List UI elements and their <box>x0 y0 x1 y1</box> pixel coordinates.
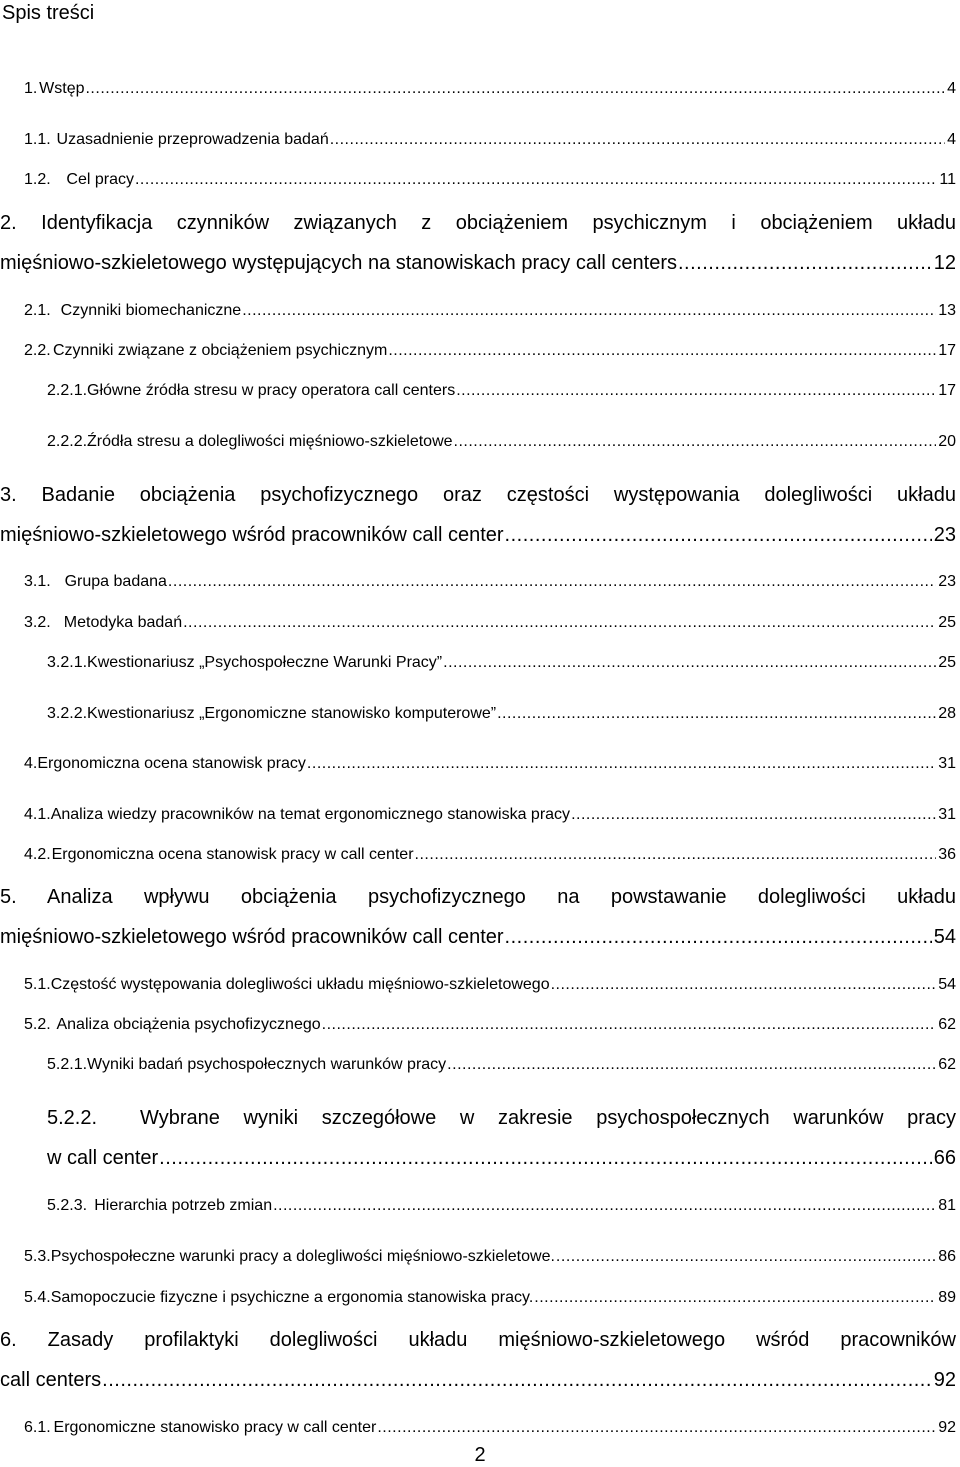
entry-page: 81 <box>938 1197 956 1214</box>
entry-title: w call center <box>47 1147 159 1169</box>
entry-title-line-2 <box>0 1368 956 1392</box>
entry-page: 92 <box>933 1369 956 1391</box>
entry-page: 25 <box>938 654 956 671</box>
entry-number: 2.1. <box>24 302 51 319</box>
entry-page: 62 <box>938 1016 956 1033</box>
entry-title: Psychospołeczne warunki pracy a dolegliwości mięśniowo-szkieletowe. <box>50 1248 555 1265</box>
dot-leader <box>497 705 936 723</box>
dot-leader <box>183 614 936 632</box>
entry-page: 17 <box>938 382 956 399</box>
dot-leader <box>443 654 936 672</box>
entry-title: Uzasadnienie przeprowadzenia badań <box>56 131 329 148</box>
entry-page: 12 <box>933 252 956 274</box>
entry-number: 3. <box>0 484 17 506</box>
entry-number: 5.4. <box>24 1289 51 1306</box>
entry-page: 89 <box>938 1289 956 1306</box>
entry-number: 4. <box>24 755 38 772</box>
entry-page: 28 <box>938 705 956 722</box>
entry-page: 23 <box>933 524 956 546</box>
dot-leader <box>454 433 937 451</box>
entry-title: mięśniowo-szkieletowego wśród pracowników call center <box>0 524 504 546</box>
toc-entry[interactable] <box>24 1248 956 1266</box>
entry-number: 6. <box>0 1329 17 1351</box>
entry-number: 5.2.2. <box>47 1107 98 1129</box>
entry-title: Ergonomiczna ocena stanowisk pracy <box>37 755 306 772</box>
entry-number: 5.2. <box>24 1016 51 1033</box>
entry-page: 62 <box>938 1056 956 1073</box>
entry-title: Wstęp <box>39 80 85 97</box>
entry-number: 4.1. <box>24 806 51 823</box>
dot-leader <box>377 1419 936 1437</box>
entry-number: 1. <box>24 80 38 97</box>
entry-page: 11 <box>939 171 956 188</box>
entry-title-line-1 <box>0 483 956 507</box>
entry-title: Identyfikacja czynników związanych z obciążeniem psychicznym i obciążeniem układu <box>41 212 956 234</box>
toc-entry[interactable] <box>24 614 956 632</box>
toc-entry[interactable] <box>24 342 956 360</box>
page-title: Spis treści <box>2 2 95 24</box>
toc-entry[interactable] <box>24 1016 956 1034</box>
entry-title: Kwestionariusz „Ergonomiczne stanowisko komputerowe” <box>87 705 497 722</box>
entry-number: 2. <box>0 212 17 234</box>
entry-title: Wyniki badań psychospołecznych warunków pracy <box>87 1056 447 1073</box>
dot-leader <box>330 131 945 149</box>
entry-title: Ergonomiczna ocena stanowisk pracy w call center <box>51 846 414 863</box>
dot-leader <box>159 1146 932 1170</box>
entry-title: mięśniowo-szkieletowego wśród pracowników call center <box>0 926 504 948</box>
toc-entry[interactable] <box>24 171 956 189</box>
entry-title: Samopoczucie fizyczne i psychiczne a ergonomia stanowiska pracy. <box>50 1289 534 1306</box>
toc-entry[interactable] <box>47 705 956 723</box>
entry-page: 54 <box>933 926 956 948</box>
entry-page: 13 <box>938 302 956 319</box>
entry-number: 2.2.2. <box>47 433 88 450</box>
entry-title-line-2 <box>47 1146 956 1170</box>
entry-title-line-2 <box>0 925 956 949</box>
entry-title: Czynniki biomechaniczne <box>60 302 242 319</box>
entry-title: Analiza wpływu obciążenia psychofizycznego na powstawanie dolegliwości układu <box>46 886 957 908</box>
dot-leader <box>456 382 936 400</box>
toc-entry[interactable] <box>24 755 956 773</box>
entry-title-line-1 <box>47 1106 956 1130</box>
entry-page: 20 <box>938 433 956 450</box>
dot-leader <box>242 302 936 320</box>
entry-page: 4 <box>947 80 956 97</box>
toc-entry[interactable] <box>24 1289 956 1307</box>
entry-number: 5. <box>0 886 17 908</box>
entry-number: 3.2.1. <box>47 654 88 671</box>
entry-title: Grupa badana <box>64 573 167 590</box>
toc-entry[interactable] <box>24 302 956 320</box>
toc-entry[interactable] <box>47 433 956 451</box>
entry-page: 23 <box>938 573 956 590</box>
dot-leader <box>556 1248 936 1266</box>
entry-title: Główne źródła stresu w pracy operatora call centers <box>87 382 456 399</box>
toc-entry[interactable] <box>47 382 956 400</box>
entry-page: 86 <box>938 1248 956 1265</box>
dot-leader <box>168 573 936 591</box>
entry-number: 1.2. <box>24 171 51 188</box>
dot-leader <box>505 523 932 547</box>
dot-leader <box>551 976 937 994</box>
entry-page: 25 <box>938 614 956 631</box>
entry-number: 2.2.1. <box>47 382 88 399</box>
dot-leader <box>571 806 936 824</box>
entry-page: 4 <box>947 131 956 148</box>
toc-entry[interactable] <box>47 1056 956 1074</box>
entry-number: 5.2.1. <box>47 1056 88 1073</box>
entry-number: 5.2.3. <box>47 1197 88 1214</box>
toc-entry[interactable] <box>47 1197 956 1215</box>
entry-number: 5.1. <box>24 976 51 993</box>
dot-leader <box>307 755 936 773</box>
entry-title: Wybrane wyniki szczegółowe w zakresie psychospołecznych warunków pracy <box>140 1107 956 1129</box>
toc-entry[interactable] <box>24 806 956 824</box>
dot-leader <box>322 1016 937 1034</box>
entry-title: Kwestionariusz „Psychospołeczne Warunki Pracy” <box>87 654 443 671</box>
entry-number: 6.1. <box>24 1419 51 1436</box>
entry-title: Analiza obciążenia psychofizycznego <box>56 1016 321 1033</box>
entry-title: call centers <box>0 1369 102 1391</box>
entry-title: Badanie obciążenia psychofizycznego oraz częstości występowania dolegliwości układu <box>41 484 956 506</box>
dot-leader <box>85 80 945 98</box>
dot-leader <box>102 1368 932 1392</box>
dot-leader <box>505 925 932 949</box>
entry-title: Źródła stresu a dolegliwości mięśniowo-szkieletowe <box>87 433 453 450</box>
entry-title: Metodyka badań <box>63 614 183 631</box>
entry-title-line-1 <box>0 885 956 909</box>
dot-leader <box>273 1197 936 1215</box>
entry-title: Czynniki związane z obciążeniem psychicznym <box>52 342 388 359</box>
entry-title-line-1 <box>0 211 956 235</box>
entry-number: 5.3. <box>24 1248 51 1265</box>
dot-leader <box>447 1056 936 1074</box>
entry-number: 3.1. <box>24 573 51 590</box>
toc-entry[interactable] <box>24 80 956 98</box>
entry-page: 31 <box>938 755 956 772</box>
toc-entry[interactable] <box>24 846 956 864</box>
toc-entry[interactable] <box>24 573 956 591</box>
dot-leader <box>388 342 936 360</box>
entry-page: 31 <box>938 806 956 823</box>
dot-leader <box>415 846 937 864</box>
entry-number: 3.2. <box>24 614 51 631</box>
entry-number: 1.1. <box>24 131 51 148</box>
dot-leader <box>135 171 937 189</box>
entry-page: 92 <box>938 1419 956 1436</box>
toc-entry[interactable] <box>24 131 956 149</box>
entry-title-line-2 <box>0 523 956 547</box>
entry-title-line-2 <box>0 251 956 275</box>
entry-number: 4.2. <box>24 846 51 863</box>
entry-page: 66 <box>933 1147 956 1169</box>
entry-page: 54 <box>938 976 956 993</box>
page-number: 2 <box>474 1444 486 1466</box>
entry-number: 3.2.2. <box>47 705 88 722</box>
entry-title: Ergonomiczne stanowisko pracy w call center <box>53 1419 377 1436</box>
toc-entry[interactable] <box>24 976 956 994</box>
dot-leader <box>678 251 932 275</box>
toc-entry[interactable] <box>24 1419 956 1437</box>
entry-number: 2.2. <box>24 342 51 359</box>
entry-title: Analiza wiedzy pracowników na temat ergonomicznego stanowiska pracy <box>50 806 571 823</box>
entry-title: mięśniowo-szkieletowego występujących na stanowiskach pracy call centers <box>0 252 677 274</box>
entry-title-line-1 <box>0 1328 956 1352</box>
entry-title: Hierarchia potrzeb zmian <box>94 1197 273 1214</box>
entry-page: 36 <box>938 846 956 863</box>
dot-leader <box>534 1289 936 1307</box>
toc-entry[interactable] <box>47 654 956 672</box>
entry-page: 17 <box>938 342 956 359</box>
entry-title: Częstość występowania dolegliwości układu mięśniowo-szkieletowego <box>50 976 550 993</box>
entry-title: Cel pracy <box>66 171 134 188</box>
entry-title: Zasady profilaktyki dolegliwości układu mięśniowo-szkieletowego wśród pracowników <box>47 1329 956 1351</box>
